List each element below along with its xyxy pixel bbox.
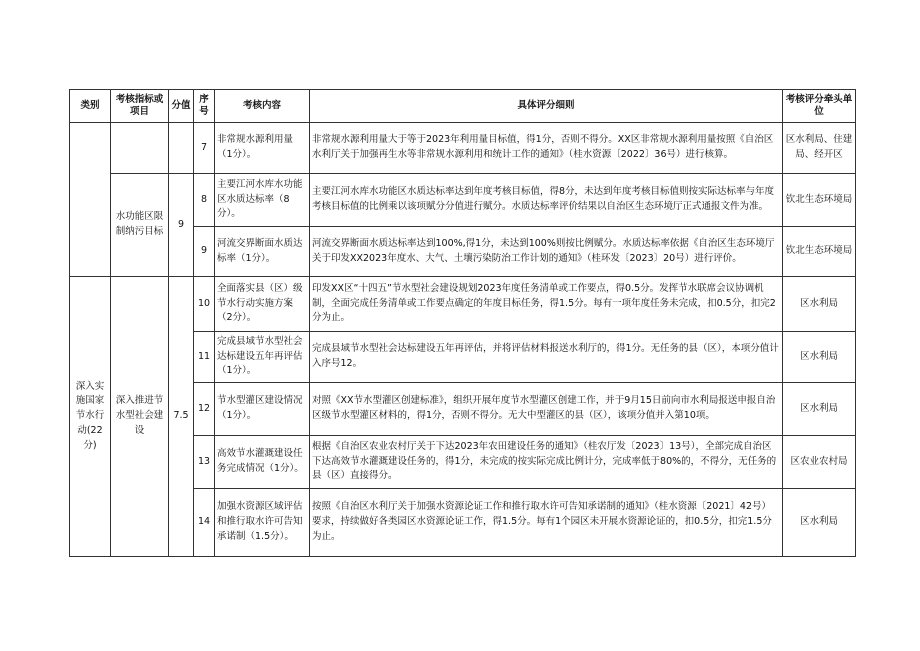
category-cell bbox=[70, 123, 111, 277]
header-score: 分值 bbox=[169, 90, 194, 123]
unit-cell: 区水利局 bbox=[783, 383, 856, 436]
table-row bbox=[70, 277, 856, 332]
unit-cell: 钦北生态环境局 bbox=[783, 174, 856, 227]
seq-cell: 11 bbox=[194, 332, 215, 383]
header-unit: 考核评分牵头单位 bbox=[783, 90, 856, 123]
unit-cell: 区水利局 bbox=[783, 277, 856, 332]
detail-cell: 根据《自治区农业农村厅关于下达2023年农田建设任务的通知》（桂农厅发〔2023〕13号），全部完成自治区下达高效节水灌溉建设任务的，得1分，未完成的按实际完成比例计分，完成率低于80%的，不得分，无任务的县（区）直接得分。 bbox=[310, 436, 783, 489]
seq-cell: 13 bbox=[194, 436, 215, 489]
header-indicator: 考核指标或项目 bbox=[111, 90, 169, 123]
indicator-cell: 水功能区限制纳污目标 bbox=[111, 174, 169, 277]
table-row bbox=[70, 123, 856, 174]
seq-cell: 10 bbox=[194, 277, 215, 332]
content-cell: 加强水资源区域评估和推行取水许可告知承诺制（1.5分）。 bbox=[215, 489, 310, 557]
detail-cell: 非常规水源利用量大于等于2023年利用量目标值，得1分，否则不得分。XX区非常规水源利用量按照《自治区水利厅关于加强再生水等非常规水源利用和统计工作的通知》（桂水资源〔2022〕36号）进行核算。 bbox=[310, 123, 783, 174]
header-detail: 具体评分细则 bbox=[310, 90, 783, 123]
content-cell: 河流交界断面水质达标率（1分）。 bbox=[215, 227, 310, 277]
content-cell: 全面落实县（区）级节水行动实施方案（2分）。 bbox=[215, 277, 310, 332]
table-row bbox=[70, 174, 856, 227]
score-cell: 9 bbox=[169, 174, 194, 277]
detail-cell: 主要江河水库水功能区水质达标率达到年度考核目标值，得8分，未达到年度考核目标值则按实际达标率与年度考核目标值的比例乘以该项赋分分值进行赋分。水质达标率评价结果以自治区生态环境厅正式通报文件为准。 bbox=[310, 174, 783, 227]
header-seq: 序号 bbox=[194, 90, 215, 123]
unit-cell: 区农业农村局 bbox=[783, 436, 856, 489]
content-cell: 非常规水源利用量（1分）。 bbox=[215, 123, 310, 174]
detail-cell: 对照《XX节水型灌区创建标准》，组织开展年度节水型灌区创建工作，并于9月15日前向市水利局报送申报自治区级节水型灌区材料的，得1分，否则不得分。无大中型灌区的县（区），该项分值并入第10项。 bbox=[310, 383, 783, 436]
unit-cell: 区水利局、住建局、经开区 bbox=[783, 123, 856, 174]
score-cell: 7.5 bbox=[169, 277, 194, 557]
seq-cell: 14 bbox=[194, 489, 215, 557]
seq-cell: 12 bbox=[194, 383, 215, 436]
seq-cell: 9 bbox=[194, 227, 215, 277]
detail-cell: 完成县域节水型社会达标建设五年再评估，并将评估材料报送水利厅的，得1分。无任务的县（区），本项分值计入序号12。 bbox=[310, 332, 783, 383]
detail-cell: 按照《自治区水利厅关于加强水资源论证工作和推行取水许可告知承诺制的通知》（桂水资源〔2021〕42号）要求，持续做好各类园区水资源论证工作，得1.5分。每有1个园区未开展水资源论证的，扣0.5分，扣完1.5分为止。 bbox=[310, 489, 783, 557]
detail-cell: 河流交界断面水质达标率达到100%,得1分，未达到100%则按比例赋分。水质达标率依据《自治区生态环境厅关于印发XX2023年度水、大气、土壤污染防治工作计划的通知》（桂环发〔2023〕20号）进行评价。 bbox=[310, 227, 783, 277]
detail-cell: 印发XX区“十四五”节水型社会建设规划2023年度任务清单或工作要点，得0.5分。发挥节水联席会议协调机制，全面完成任务清单或工作要点确定的年度目标任务，得1.5分。每有一项年度任务未完成，扣0.5分，扣完2分为止。 bbox=[310, 277, 783, 332]
score-cell bbox=[169, 123, 194, 174]
unit-cell: 区水利局 bbox=[783, 489, 856, 557]
content-cell: 节水型灌区建设情况（1分）。 bbox=[215, 383, 310, 436]
content-cell: 完成县域节水型社会达标建设五年再评估（1分）。 bbox=[215, 332, 310, 383]
indicator-cell bbox=[111, 123, 169, 174]
header-content: 考核内容 bbox=[215, 90, 310, 123]
category-cell: 深入实施国家节水行动(22分) bbox=[70, 277, 111, 557]
assessment-table bbox=[69, 89, 856, 557]
seq-cell: 8 bbox=[194, 174, 215, 227]
unit-cell: 区水利局 bbox=[783, 332, 856, 383]
indicator-cell: 深入推进节水型社会建设 bbox=[111, 277, 169, 557]
content-cell: 主要江河水库水功能区水质达标率（8分）。 bbox=[215, 174, 310, 227]
content-cell: 高效节水灌溉建设任务完成情况（1分）。 bbox=[215, 436, 310, 489]
header-category: 类别 bbox=[70, 90, 111, 123]
seq-cell: 7 bbox=[194, 123, 215, 174]
header-row bbox=[70, 90, 856, 123]
unit-cell: 钦北生态环境局 bbox=[783, 227, 856, 277]
